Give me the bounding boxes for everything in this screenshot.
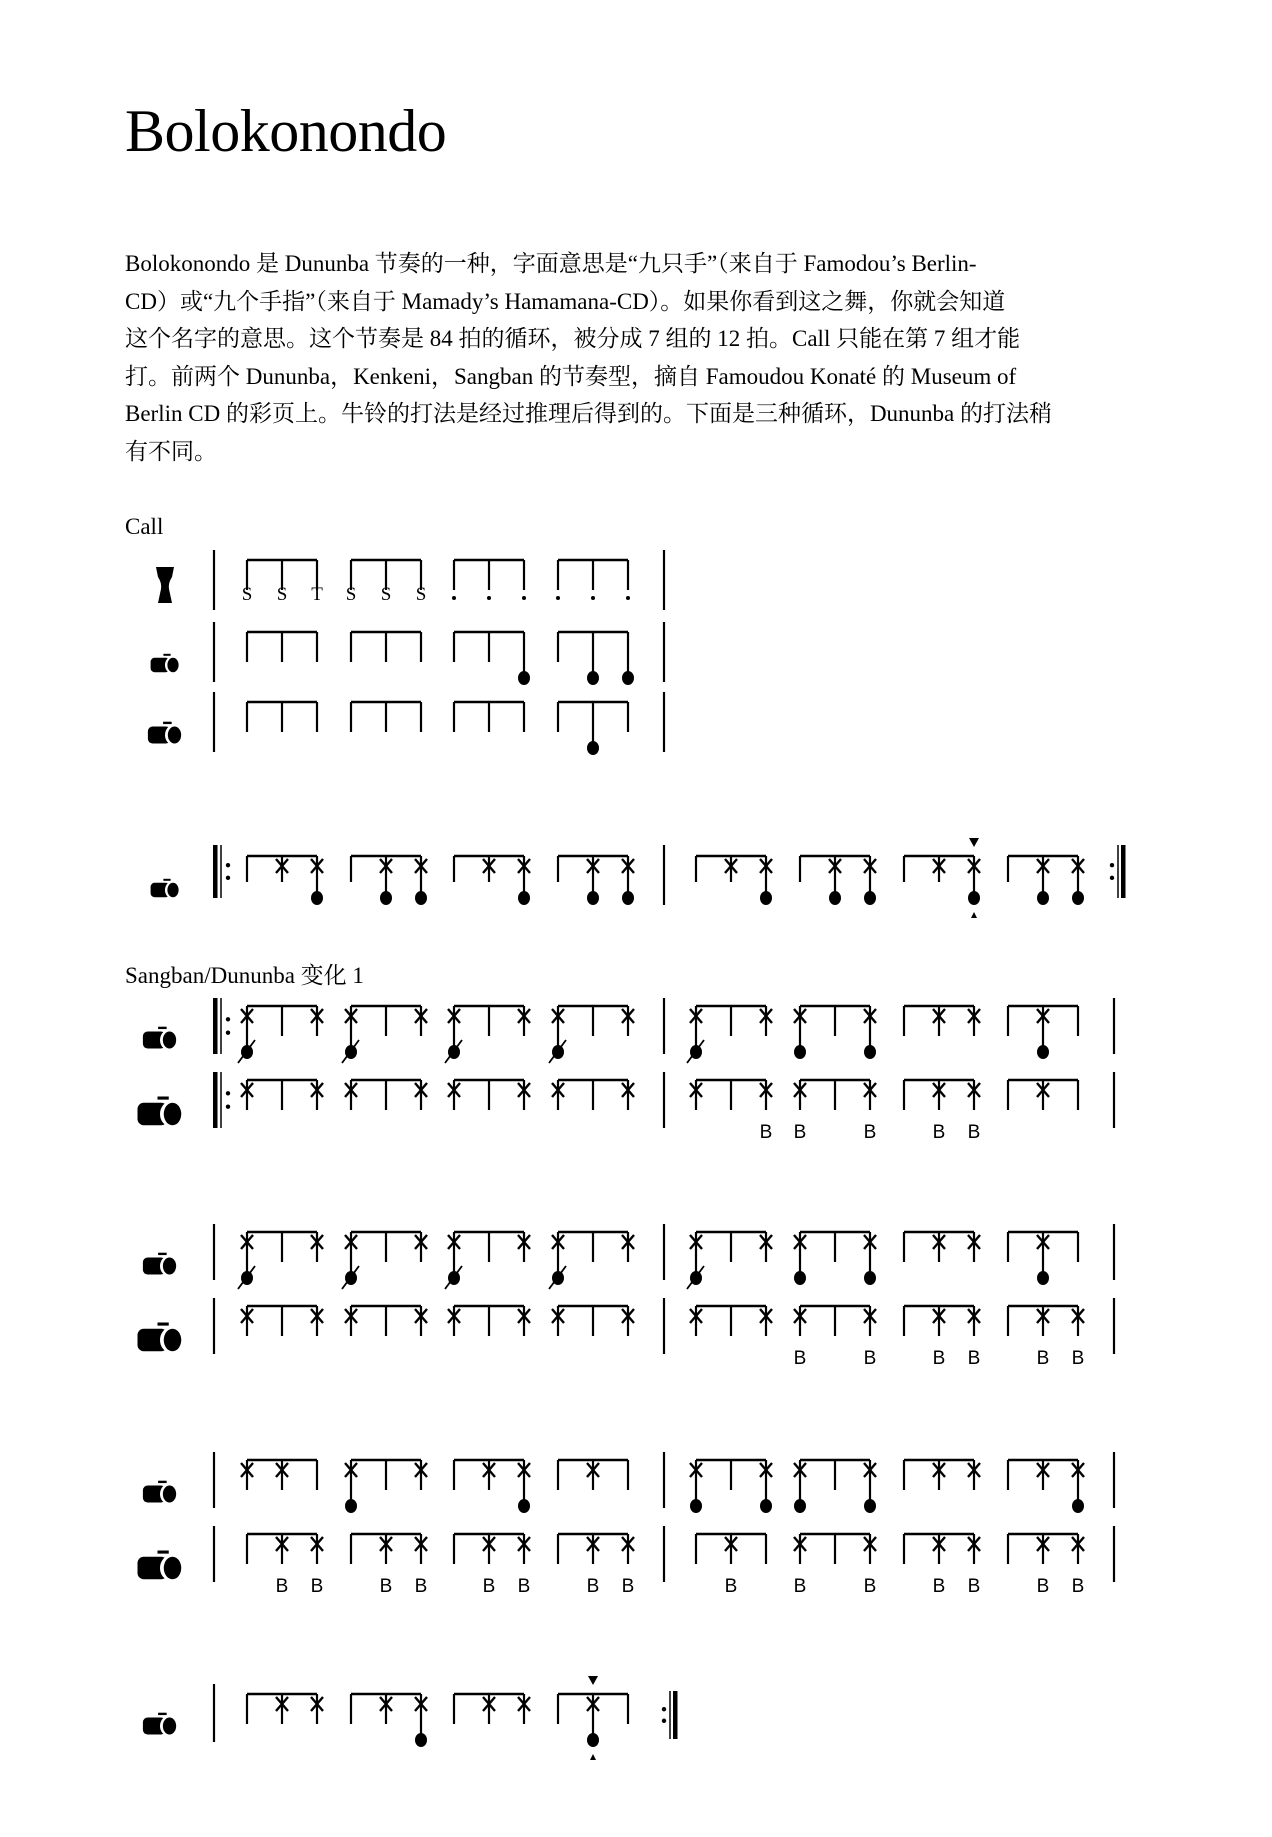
open-stroke [415, 891, 427, 905]
beat-group [558, 702, 628, 755]
beat-group [549, 1232, 634, 1289]
beat-group [342, 1006, 427, 1063]
repeat-start-sign [213, 1072, 230, 1128]
bell-marker: B [517, 1576, 531, 1597]
bell-marker: B [724, 1576, 738, 1597]
beat-group [800, 856, 876, 905]
beat-group [552, 1080, 634, 1110]
beat-group [241, 1306, 323, 1336]
kenkeni-icon [151, 654, 179, 673]
beat-group [448, 1080, 530, 1110]
bell-marker: B [863, 1348, 877, 1369]
beat-group [351, 632, 421, 662]
beat-group [454, 1694, 530, 1724]
bell-marker: B [793, 1348, 807, 1369]
rest-dot [522, 596, 526, 600]
open-stroke [760, 891, 772, 905]
slap-stroke: S [380, 584, 392, 605]
open-stroke [518, 671, 530, 685]
slap-stroke: S [241, 584, 253, 605]
open-stroke [864, 1499, 876, 1513]
rest-dot [487, 596, 491, 600]
open-stroke [415, 1733, 427, 1747]
beat-group [351, 702, 421, 732]
rest-dot [452, 596, 456, 600]
beat-group [454, 702, 524, 732]
open-stroke [622, 671, 634, 685]
beat-group [558, 1534, 634, 1597]
bell-marker: B [414, 1576, 428, 1597]
beat-group [549, 1006, 634, 1063]
open-stroke [794, 1271, 806, 1285]
open-stroke [518, 891, 530, 905]
beat-group [558, 632, 634, 685]
bell-marker: B [621, 1576, 635, 1597]
beat-group [690, 1080, 772, 1143]
intro-line: 打。前两个 Dununba，Kenkeni，Sangban 的节奏型，摘自 Famoudou Konaté 的 Museum of [125, 363, 1017, 389]
beat-group [452, 560, 526, 600]
beat-group [247, 702, 317, 732]
open-stroke [587, 1733, 599, 1747]
beat-group [351, 856, 427, 905]
open-stroke [311, 891, 323, 905]
open-stroke [864, 891, 876, 905]
bell-marker: B [1071, 1576, 1085, 1597]
open-stroke [1037, 1045, 1049, 1059]
beat-group [904, 1006, 980, 1036]
tone-stroke: T [311, 584, 323, 605]
repeat-start-sign [213, 845, 230, 898]
beat-group [345, 1460, 427, 1513]
open-stroke [345, 1499, 357, 1513]
beat-group [448, 1306, 530, 1336]
beat-group [351, 1694, 427, 1747]
accent-mark [971, 912, 977, 918]
page-title: Bolokonondo [125, 98, 447, 164]
beat-group [345, 1306, 427, 1336]
sangban-icon [143, 1253, 176, 1276]
intro-line: 这个名字的意思。这个节奏是 84 拍的循环，被分成 7 组的 12 拍。Call 只能在第 7 组才能 [125, 326, 1021, 351]
bell-marker: B [379, 1576, 393, 1597]
slap-stroke: S [345, 584, 357, 605]
open-stroke [622, 891, 634, 905]
beat-group [247, 1534, 323, 1597]
beat-group [445, 1232, 530, 1289]
open-stroke [690, 1499, 702, 1513]
beat-group [904, 1080, 980, 1143]
beat-group [1008, 1006, 1078, 1059]
beat-group [558, 856, 634, 905]
repeat-end-sign [1110, 845, 1126, 898]
beat-group [454, 1460, 530, 1513]
beat-group [690, 1460, 772, 1513]
open-stroke [794, 1499, 806, 1513]
intro-line: CD）或“九个手指”（来自于 Mamady’s Hamamana-CD）。如果你看到这之舞，你就会知道 [125, 288, 1006, 314]
bell-marker: B [967, 1348, 981, 1369]
bell-marker: B [793, 1576, 807, 1597]
bell-marker: B [275, 1576, 289, 1597]
open-stroke [794, 1045, 806, 1059]
beat-group [241, 1080, 323, 1110]
beat-group [351, 1534, 427, 1597]
beat-group [454, 856, 530, 905]
intro-line: Bolokonondo 是 Dununba 节奏的一种，字面意思是“九只手”（来自于 Famodou’s Berlin- [125, 251, 977, 276]
beat-group [904, 1534, 980, 1597]
bell-marker: B [967, 1576, 981, 1597]
beat-group [238, 1232, 323, 1289]
beat-group [687, 1006, 772, 1063]
open-stroke [380, 891, 392, 905]
beat-group [1008, 1080, 1078, 1110]
section-label-call: Call [125, 514, 164, 539]
accent-mark [590, 1754, 596, 1760]
sangban-icon [148, 722, 181, 745]
beat-group [1008, 856, 1084, 905]
bell-marker: B [759, 1122, 773, 1143]
bell-marker: B [793, 1122, 807, 1143]
beat-group [558, 1460, 628, 1490]
open-stroke [864, 1045, 876, 1059]
bell-marker: B [1036, 1576, 1050, 1597]
beat-group [904, 1306, 980, 1369]
open-stroke [587, 891, 599, 905]
slap-stroke: S [415, 584, 427, 605]
beat-group [552, 1306, 634, 1336]
beat-group [794, 1006, 876, 1059]
beat-group [247, 632, 317, 662]
beat-group [1008, 1534, 1084, 1597]
beat-group [1008, 1232, 1078, 1285]
intro-line: 有不同。 [125, 438, 217, 464]
sangban-icon [143, 1713, 176, 1736]
open-stroke [587, 671, 599, 685]
beat-group [346, 560, 427, 605]
open-stroke [1072, 891, 1084, 905]
beat-group [696, 1534, 766, 1597]
dununba-icon [138, 1097, 182, 1127]
accent-mark [969, 838, 979, 847]
bell-marker: B [932, 1348, 946, 1369]
sangban-icon [143, 1027, 176, 1050]
open-stroke [864, 1271, 876, 1285]
open-stroke [1037, 891, 1049, 905]
beat-group [238, 1006, 323, 1063]
beat-group [445, 1006, 530, 1063]
rest-dot [626, 596, 630, 600]
intro-line: Berlin CD 的彩页上。牛铃的打法是经过推理后得到的。下面是三种循环，Dununba 的打法稍 [125, 401, 1053, 426]
beat-group [454, 632, 530, 685]
beat-group [247, 1694, 323, 1724]
bell-marker: B [482, 1576, 496, 1597]
sangban-icon [143, 1481, 176, 1504]
beat-group [794, 1232, 876, 1285]
section-label-sangban-variation-1: Sangban/Dununba 变化 1 [125, 963, 364, 988]
bell-marker: B [310, 1576, 324, 1597]
bell-marker: B [1036, 1348, 1050, 1369]
beat-group [904, 1232, 980, 1262]
rest-dot [591, 596, 595, 600]
bell-marker: B [967, 1122, 981, 1143]
open-stroke [968, 891, 980, 905]
repeat-end-sign [662, 1691, 678, 1739]
open-stroke [1037, 1271, 1049, 1285]
beat-group [345, 1080, 427, 1110]
open-stroke [587, 741, 599, 755]
dununba-icon [138, 1551, 182, 1581]
beat-group [904, 1460, 980, 1490]
open-stroke [760, 1499, 772, 1513]
dununba-icon [138, 1323, 182, 1353]
slap-stroke: S [276, 584, 288, 605]
bell-marker: B [1071, 1348, 1085, 1369]
open-stroke [829, 891, 841, 905]
beat-group [690, 1306, 772, 1336]
beat-group [687, 1232, 772, 1289]
bell-marker: B [863, 1122, 877, 1143]
accent-mark [588, 1676, 598, 1685]
beat-group [342, 1232, 427, 1289]
beat-group [454, 1534, 530, 1597]
beat-group [556, 560, 630, 600]
beat-group [696, 856, 772, 905]
bell-marker: B [586, 1576, 600, 1597]
beat-group [794, 1306, 877, 1369]
bell-marker: B [932, 1576, 946, 1597]
rest-dot [556, 596, 560, 600]
beat-group [904, 838, 980, 918]
bell-marker: B [863, 1576, 877, 1597]
beat-group [1008, 1306, 1084, 1369]
open-stroke [1072, 1499, 1084, 1513]
beat-group [241, 1460, 317, 1490]
beat-group [794, 1080, 877, 1143]
bell-marker: B [932, 1122, 946, 1143]
beat-group [247, 856, 323, 905]
kenkeni-icon [151, 879, 179, 898]
open-stroke [518, 1499, 530, 1513]
beat-group [1008, 1460, 1084, 1513]
djembe-icon [156, 567, 174, 603]
beat-group [794, 1534, 877, 1597]
beat-group [558, 1676, 628, 1760]
beat-group [794, 1460, 876, 1513]
repeat-start-sign [213, 998, 230, 1054]
beat-group [242, 560, 323, 605]
